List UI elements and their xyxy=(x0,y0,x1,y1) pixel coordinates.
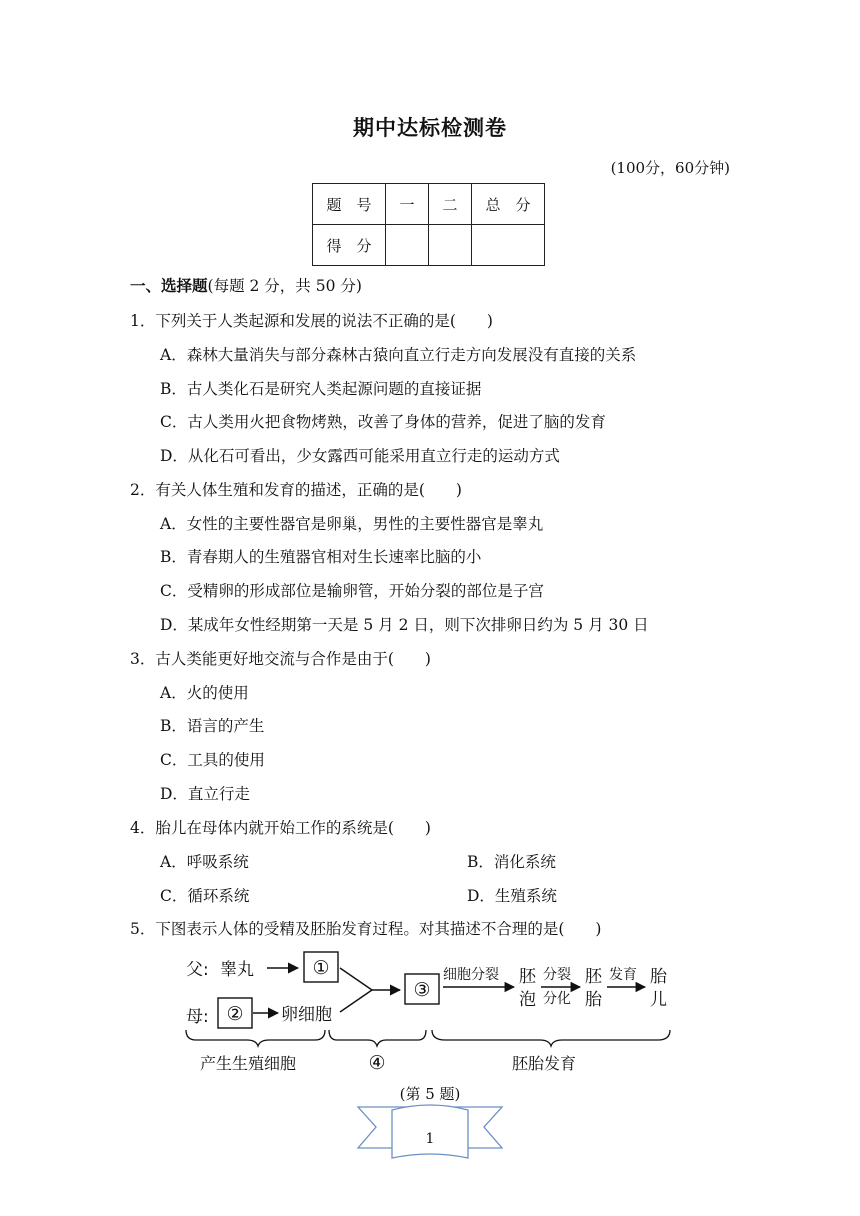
fetus-bottom: 儿 xyxy=(650,990,667,1010)
question-option: D．某成年女性经期第一天是 5 月 2 日，则下次排卵日约为 5 月 30 日 xyxy=(160,616,649,634)
section-note: (每题 2 分，共 50 分) xyxy=(207,277,362,295)
box-3-label: ③ xyxy=(413,979,431,1001)
question-option: C．循环系统 xyxy=(160,887,250,905)
question-option: C．受精卵的形成部位是输卵管，开始分裂的部位是子宫 xyxy=(160,582,544,600)
question-stem: 3．古人类能更好地交流与合作是由于( ) xyxy=(130,650,431,668)
question-option: A．呼吸系统 xyxy=(160,853,249,871)
score-cell: 题 号 xyxy=(313,184,386,225)
score-info: (100分，60分钟) xyxy=(610,159,730,177)
blastocyst-bottom: 泡 xyxy=(519,990,536,1010)
page-number: 1 xyxy=(425,1131,435,1147)
question-option: A．森林大量消失与部分森林古猿向直立行走方向发展没有直接的关系 xyxy=(160,346,637,364)
box-2-label: ② xyxy=(226,1003,244,1025)
box-1-label: ① xyxy=(312,957,330,979)
merge-line-bottom xyxy=(340,990,372,1012)
merge-line-top xyxy=(340,968,372,990)
score-cell: 二 xyxy=(429,184,472,225)
division-label: 细胞分裂 xyxy=(443,967,499,983)
embryo-top: 胚 xyxy=(585,967,602,987)
fen-hua-label: 分化 xyxy=(543,991,571,1007)
question-option: D．直立行走 xyxy=(160,785,250,803)
question-option: A．女性的主要性器官是卵巢，男性的主要性器官是睾丸 xyxy=(160,515,544,533)
develop-label: 发育 xyxy=(609,967,637,983)
father-organ: 睾丸 xyxy=(220,960,254,980)
question-option: B．消化系统 xyxy=(467,853,556,871)
question-option: B．语言的产生 xyxy=(160,717,265,735)
figure-caption: (第 5 题) xyxy=(399,1085,461,1103)
brace-germ-cells xyxy=(186,1030,325,1046)
question-option: D．生殖系统 xyxy=(467,887,557,905)
brace-fertilization xyxy=(329,1030,426,1046)
question-option: A．火的使用 xyxy=(160,684,249,702)
question-stem: 2．有关人体生殖和发育的描述，正确的是( ) xyxy=(130,481,462,499)
question-option: D．从化石可看出，少女露西可能采用直立行走的运动方式 xyxy=(160,447,560,465)
question-option: C．工具的使用 xyxy=(160,751,265,769)
fetus-top: 胎 xyxy=(650,967,667,987)
brace-fertilization-label: ④ xyxy=(368,1052,386,1074)
section-title: 一、选择题 xyxy=(130,277,208,295)
father-label: 父: xyxy=(186,960,209,980)
brace-embryo-development xyxy=(432,1030,670,1046)
question-stem: 5．下图表示人体的受精及胚胎发育过程。对其描述不合理的是( ) xyxy=(130,920,602,938)
question-stem: 4．胎儿在母体内就开始工作的系统是( ) xyxy=(130,819,431,837)
blastocyst-top: 胚 xyxy=(519,967,536,987)
page-title: 期中达标检测卷 xyxy=(353,116,507,140)
brace-germ-cells-label: 产生生殖细胞 xyxy=(200,1054,297,1073)
question-option: B．青春期人的生殖器官相对生长速率比脑的小 xyxy=(160,548,482,566)
egg-label: 卵细胞 xyxy=(281,1005,332,1025)
score-cell: 得 分 xyxy=(313,225,386,266)
embryo-bottom: 胎 xyxy=(585,990,602,1010)
question-option: C．古人类用火把食物烤熟，改善了身体的营养，促进了脑的发育 xyxy=(160,413,606,431)
question-stem: 1．下列关于人类起源和发展的说法不正确的是( ) xyxy=(130,312,493,330)
score-cell: 总 分 xyxy=(472,184,545,225)
mother-label: 母: xyxy=(186,1007,209,1027)
brace-embryo-development-label: 胚胎发育 xyxy=(512,1054,577,1073)
score-cell: 一 xyxy=(386,184,429,225)
question-option: B．古人类化石是研究人类起源问题的直接证据 xyxy=(160,380,482,398)
fen-lie-label: 分裂 xyxy=(543,967,571,983)
